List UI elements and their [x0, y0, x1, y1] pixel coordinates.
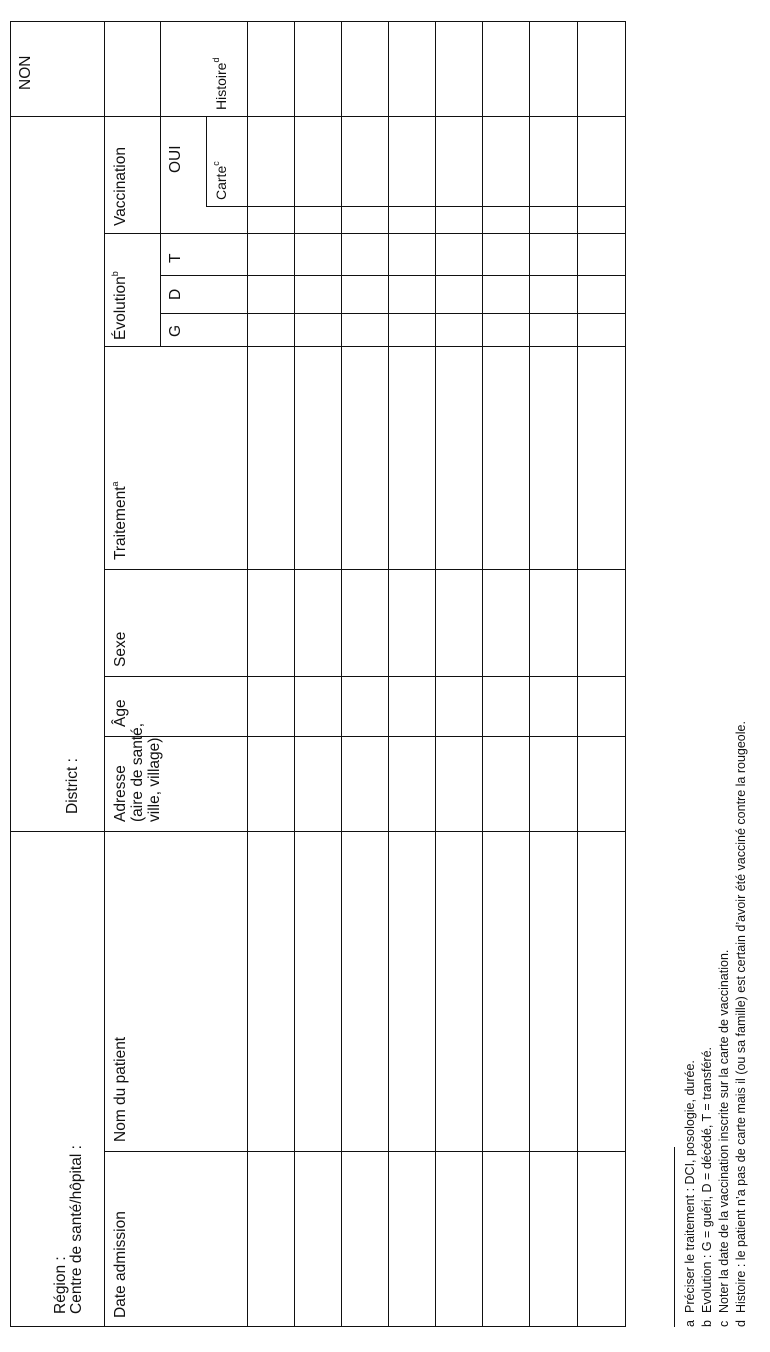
col-evolution: Évolution$^b$ — [109, 271, 129, 340]
col-adresse: Adresse (aire de santé, ville, village) — [112, 722, 163, 822]
table-row[interactable] — [436, 22, 482, 1326]
col-traitement: Traitement$^a$ — [109, 481, 129, 560]
evolution-code-t: T — [167, 253, 184, 263]
table-row[interactable] — [530, 22, 577, 1326]
table-row[interactable] — [578, 22, 625, 1326]
district-label: District : — [64, 758, 81, 814]
col-sexe: Sexe — [112, 631, 129, 667]
centre-label: Centre de santé/hôpital : — [68, 1145, 85, 1314]
table-row[interactable] — [248, 22, 294, 1326]
footnote-a: aPréciser le traitement : DCI, posologie, durée. — [683, 1060, 697, 1327]
col-carte: Carte$^c$ — [211, 161, 229, 200]
footnote-rule — [674, 1147, 675, 1327]
evolution-code-d: D — [167, 288, 184, 300]
table-row[interactable] — [483, 22, 529, 1326]
footnote-c: cNoter la date de la vaccination inscrite sur la carte de vaccination. — [717, 949, 731, 1327]
table-row[interactable] — [389, 22, 435, 1326]
col-nom-patient: Nom du patient — [112, 1036, 129, 1142]
col-histoire: Histoire$^d$ — [211, 57, 229, 110]
col-vaccination: Vaccination — [112, 147, 129, 226]
footnote-b: bEvolution : G = guéri, D = décédé, T = transféré. — [700, 1046, 714, 1327]
col-age: Âge — [112, 699, 129, 727]
region-label: Région : — [52, 1256, 69, 1314]
footnote-d: dHistoire : le patient n’a pas de carte mais il (ou sa famille) est certain d’avoir été vacciné contre la rougeole. — [734, 721, 748, 1327]
col-date-admission: Date admission — [112, 1211, 129, 1318]
col-non: NON — [17, 55, 34, 90]
table-row[interactable] — [295, 22, 341, 1326]
table-row[interactable] — [342, 22, 388, 1326]
col-oui: OUI — [167, 145, 184, 173]
evolution-code-g: G — [167, 324, 184, 337]
